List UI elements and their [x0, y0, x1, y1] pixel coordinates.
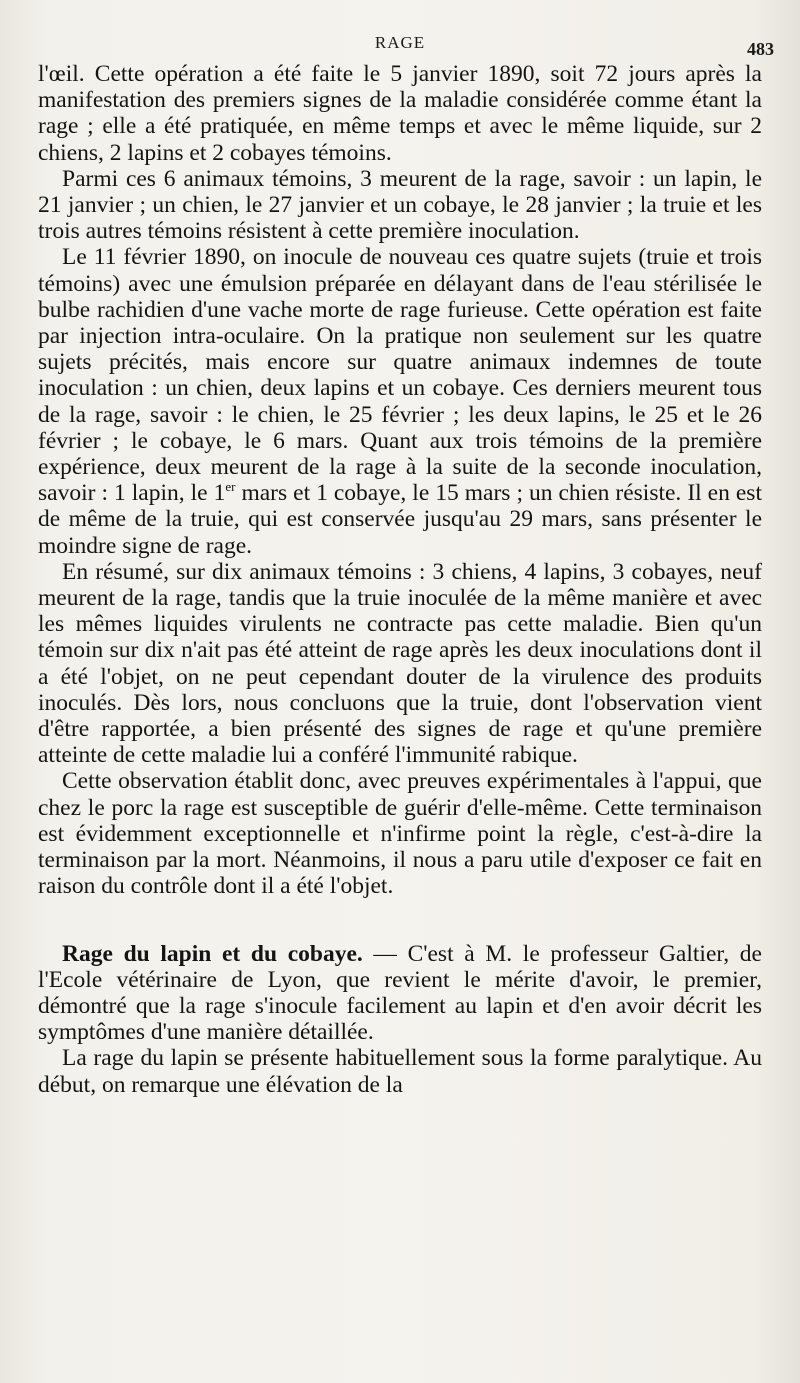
- paragraph: La rage du lapin se présente habituellement sous la forme paralytique. Au début, on remarque une élévation de la: [38, 1045, 762, 1098]
- section-paragraph: [38, 941, 762, 1046]
- page-number: 483: [747, 39, 774, 59]
- paragraph-continuation: l'œil. Cette opération a été faite le 5 janvier 1890, soit 72 jours après la manifestation des premiers signes de la maladie considérée comme étant la rage ; elle a été pratiquée, en même temps et avec le même liquide, sur 2 chiens, 2 lapins et 2 cobayes témoins.: [38, 61, 762, 166]
- body-text: [38, 61, 762, 1098]
- page-header: [0, 33, 800, 57]
- paragraph: Parmi ces 6 animaux témoins, 3 meurent de la rage, savoir : un lapin, le 21 janvier ; un chien, le 27 janvier et un cobaye, le 28 janvier ; la truie et les trois autres témoins résistent à cette première inoculation.: [38, 165, 762, 245]
- paragraph: [38, 244, 762, 558]
- section-intro: — C'est à M. le professeur Galtier, de l'Ecole vétérinaire de Lyon, que revient le mérite d'avoir, le premier, démontré que la rage s'inocule facilement au lapin et d'en avoir décrit les symptômes d'une manière détaillée.: [38, 940, 762, 1046]
- section-gap: [38, 900, 762, 941]
- running-head: RAGE: [374, 33, 426, 52]
- ordinal-superscript: er: [225, 479, 236, 495]
- paragraph-text: mars et 1 cobaye, le 15 mars ; un chien résiste. Il en est de même de la truie, qui est conservée jusqu'au 29 mars, sans présenter le moindre signe de rage.: [38, 480, 762, 559]
- paragraph: En résumé, sur dix animaux témoins : 3 chiens, 4 lapins, 3 cobayes, neuf meurent de la rage, tandis que la truie inoculée de la même manière et avec les mêmes liquides virulents ne contracte pas cette maladie. Bien qu'un témoin sur dix n'ait pas été atteint de rage après les deux inoculations dont il a été l'objet, on ne peut cependant douter de la virulence des produits inoculés. Dès lors, nous concluons que la truie, dont l'observation vient d'être rapportée, a bien présenté des signes de rage et qu'une première atteinte de cette maladie lui a conféré l'immunité rabique.: [38, 558, 762, 769]
- paragraph: Cette observation établit donc, avec preuves expérimentales à l'appui, que chez le porc la rage est susceptible de guérir d'elle-même. Cette terminaison est évidemment exceptionnelle et n'infirme point la règle, c'est-à-dire la terminaison par la mort. Néanmoins, il nous a paru utile d'exposer ce fait en raison du contrôle dont il a été l'objet.: [38, 768, 762, 900]
- paragraph-text: Le 11 février 1890, on inocule de nouveau ces quatre sujets (truie et trois témoins) avec une émulsion préparée en délayant dans de l'eau stérilisée le bulbe rachidien d'une vache morte de rage furieuse. Cette opération est faite par injection intra-oculaire. On la pratique non seulement sur les quatre sujets précités, mais encore sur quatre animaux indemnes de toute inoculation : un chien, deux lapins et un cobaye. Ces derniers meurent tous de la rage, savoir : le chien, le 25 février ; les deux lapins, le 25 et le 26 février ; le cobaye, le 6 mars. Quant aux trois témoins de la première expérience, deux meurent de la rage à la suite de la seconde inoculation, savoir : 1 lapin, le 1: [38, 244, 762, 507]
- section-title: Rage du lapin et du cobaye.: [62, 940, 363, 967]
